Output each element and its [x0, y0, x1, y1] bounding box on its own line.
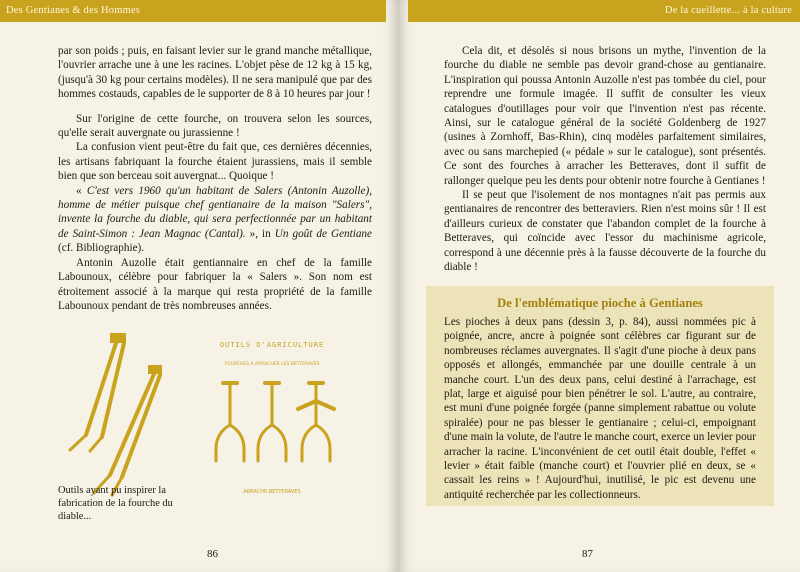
left-paragraph-1: par son poids ; puis, en faisant levier sur le grand manche métallique, l'ouvrier arrache une à une les racines. L'objet pèse de 12 kg à 15 kg, (jusqu'à 30 kg pour certains modèles). Il ne sera manipulé que par des hommes costauds, capables de le supporter de 8 à 10 heures par jour ! [58, 45, 372, 101]
quote-end: (cf. Bibliographie). [58, 242, 145, 255]
quote-book-title: Un goût de Gentiane [274, 227, 372, 240]
left-page [0, 0, 398, 572]
left-paragraph-3: La confusion vient peut-être du fait que, ces dernières décennies, les artisans fabriquant la fourche étaient jurassiens, mais il semble bien que son berceau soit auvergnat... Quoique ! [58, 141, 372, 183]
sidebar-box-title: De l'emblématique pioche à Gentianes [497, 296, 703, 310]
right-page-number: 87 [582, 548, 593, 560]
sketch-forks [70, 333, 162, 495]
left-header-band [0, 0, 386, 22]
right-header-band [408, 0, 800, 22]
figure-footer: ARRACHE-BETTERAVES [243, 489, 301, 495]
quote-open: « [76, 184, 87, 197]
right-page [398, 0, 800, 572]
sidebar-box [426, 286, 774, 506]
left-running-header: Des Gentianes & des Hommes [6, 5, 141, 16]
right-body-text [444, 44, 766, 275]
figure-subtitle: FOURCHES A ARRACHER LES BETTERAVES [224, 362, 320, 367]
right-paragraph-1: Cela dit, et désolés si nous brisons un mythe, l'invention de la fourche du diable ne semble pas devoir grand-chose au gentianaire. L'inspiration qui poussa Antonin Auzolle n'est pas tombée du ciel, pour reprendre une formule imagée. Il suffit de consulter les vieux catalogues d'outillages pour voir que l'invention n'est pas récente. Ainsi, sur le catalogue général de la société Goldenberg de 1927 (usines à Zornhoff, Bas-Rhin), cinq modèles parfaitement similaires, avec ou sans marchepied (« pédale » sur le catalogue), sont présentés. Ce sont des fourches à arracher les Betteraves, dont il suffit de rallonger quelque peu les dents pour obtenir notre fourche à Gentianes ! [444, 45, 766, 187]
figure-caption: Outils ayant pu inspirer la fabrication de la fourche du diable... [58, 485, 173, 522]
catalog-forks [216, 383, 334, 461]
sidebar-box-text: Les pioches à deux pans (dessin 3, p. 84), aussi nommées pic à poignée, ancre, ancre à poignée sont célèbres car figurant sur de nombreuses réclames auvergnates. Il s'agit d'une pioche à deux pans opposés et allongés, emmanchée par une douille centrale à un manche court. L'un des deux pans, celui destiné à l'arrachage, est plat, large et aiguisé pour bien pénétrer le sol. L'autre, au contraire, est muni d'une poignée forgée (panne simplement rabattue ou volute spiralée) pour ne pas blesser le gentianaire ; celui-ci, empoignant d'une main la volute, de l'autre le manche court, exerce un levier pour arracher la racine. L'inconvénient de cet outil était double, l'effet « levier » était faible (manche court) et l'ouvrier plié en deux, se « cassait les reins » ! Aujourd'hui, inutilisé, le pic est devenu une antiquité recherchée par les collectionneurs. [444, 316, 756, 501]
right-paragraph-2: Il se peut que l'isolement de nos montagnes n'ait pas permis aux gentianaires de rencontrer des betteraviers. Rien n'est moins sûr ! Il est d'ailleurs curieux de constater que l'abandon complet de la fourche à Betteraves, qui coïncide avec l'essor du machinisme agricole, correspond à une décennie près à la fausse découverte de la fourche du diable ! [444, 189, 766, 274]
left-body-text [58, 44, 372, 313]
left-paragraph-2: Sur l'origine de cette fourche, on trouvera selon les sources, qu'elle serait auvergnate ou jurassienne ! [58, 112, 372, 140]
right-running-header: De la cueillette... à la culture [664, 5, 792, 16]
left-paragraph-4: Antonin Auzolle était gentiannaire en chef de la famille Labounoux, célèbre pour fabriquer la « Salers ». Son nom est étroitement associé à la marque qui resta propriété de la famille Labounoux pendant de très nombreuses années. [58, 256, 372, 312]
quote-after: », in [249, 227, 275, 240]
quote-italic: C'est vers 1960 qu'un habitant de Salers (Antonin Auzolle), homme de métier puisque chef gentianaire de la maison "Salers", invente la fourche du diable, qui sera perfectionnée par un habitant de Saint-Simon : Jean Magnac (Cantal). [58, 184, 372, 240]
left-quote-paragraph [58, 184, 372, 256]
left-page-number: 86 [207, 548, 218, 560]
figure-title: OUTILS D'AGRICULTURE [219, 341, 325, 349]
